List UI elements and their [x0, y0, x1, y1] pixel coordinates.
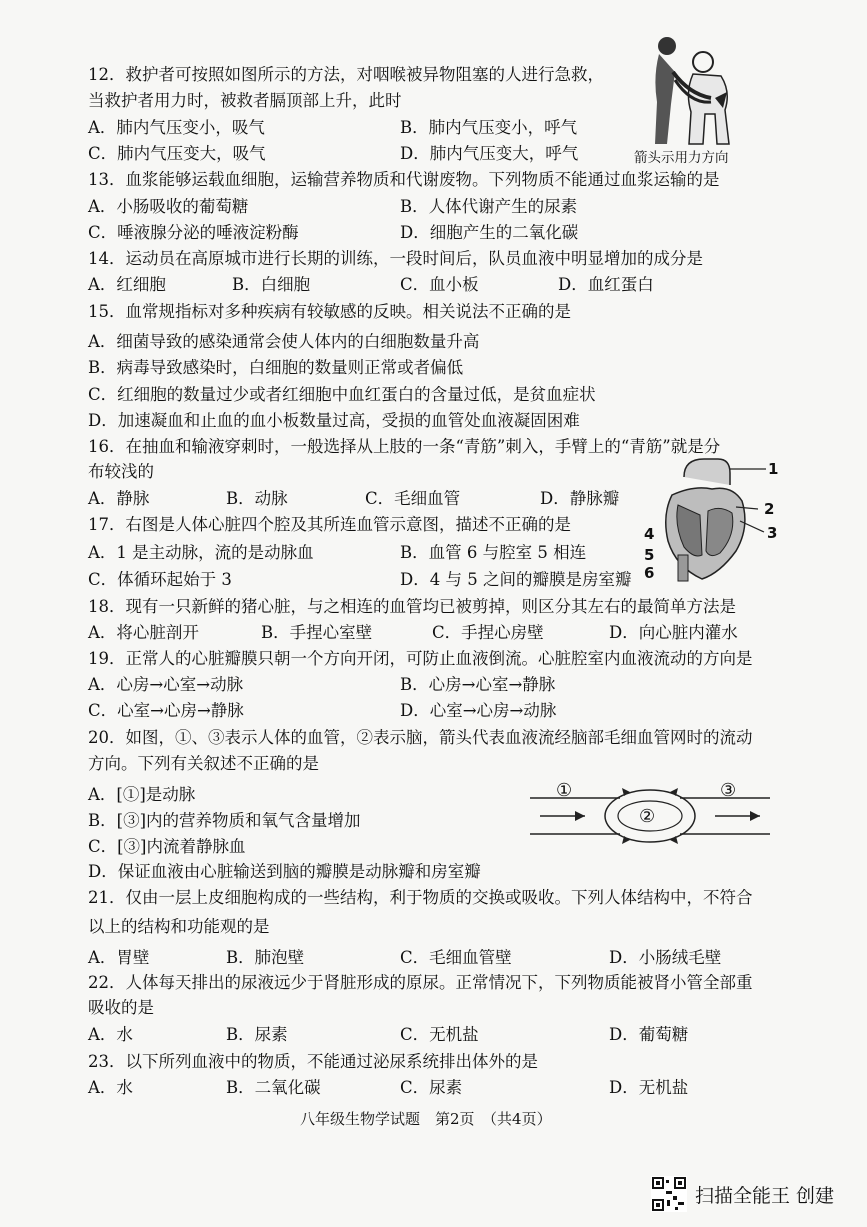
- q12-stem-line1: 12．救护者可按照如图所示的方法，对咽喉被异物阻塞的人进行急救，: [88, 65, 604, 84]
- heart-label-3: 3: [767, 524, 778, 542]
- q20-option-b: B．[③]内的营养物质和氧气含量增加: [88, 811, 361, 830]
- q23-option-c: C．尿素: [400, 1078, 463, 1097]
- q15-option-b: B．病毒导致感染时，白细胞的数量则正常或者偏低: [88, 358, 464, 377]
- heart-label-4: 4: [644, 525, 655, 543]
- q18-option-d: D．向心脏内灌水: [609, 623, 738, 642]
- q14-stem: 14．运动员在高原城市进行长期的训练，一段时间后，队员血液中明显增加的成分是: [88, 249, 703, 268]
- q19-option-a: A．心房→心室→动脉: [88, 675, 244, 694]
- q20-option-a: A．[①]是动脉: [88, 785, 196, 804]
- q21-option-d: D．小肠绒毛壁: [609, 948, 722, 967]
- q19-option-c: C．心室→心房→静脉: [88, 701, 244, 720]
- q21-option-c: C．毛细血管壁: [400, 948, 512, 967]
- q12-option-a: A．肺内气压变小，吸气: [88, 118, 265, 137]
- q17-stem: 17．右图是人体心脏四个腔及其所连血管示意图，描述不正确的是: [88, 515, 571, 534]
- page-footer: 八年级生物学试题 第2页 （共4页）: [300, 1110, 552, 1128]
- q20-stem-line1: 20．如图，①、③表示人体的血管，②表示脑，箭头代表血液流经脑部毛细血管网时的流动: [88, 728, 753, 747]
- q20-option-c: C．[③]内流着静脉血: [88, 837, 246, 856]
- q22-option-c: C．无机盐: [400, 1025, 479, 1044]
- heimlich-illustration: [645, 32, 745, 146]
- q19-option-d: D．心室→心房→动脉: [400, 701, 557, 720]
- scanner-watermark: [651, 1176, 834, 1212]
- q22-option-b: B．尿素: [226, 1025, 288, 1044]
- q17-option-b: B．血管 6 与腔室 5 相连: [400, 543, 587, 562]
- q15-option-a: A．细菌导致的感染通常会使人体内的白细胞数量升高: [88, 332, 480, 351]
- q13-option-c: C．唾液腺分泌的唾液淀粉酶: [88, 223, 299, 242]
- brain-label-2: ②: [639, 806, 656, 827]
- q16-option-d: D．静脉瓣: [540, 489, 620, 508]
- q18-stem: 18．现有一只新鲜的猪心脏，与之相连的血管均已被剪掉，则区分其左右的最简单方法是: [88, 597, 736, 616]
- q12-option-c: C．肺内气压变大，吸气: [88, 144, 266, 163]
- q12-option-d: D．肺内气压变大，呼气: [400, 144, 579, 163]
- q22-stem-line1: 22．人体每天排出的尿液远少于肾脏形成的原尿。正常情况下，下列物质能被肾小管全部重: [88, 973, 753, 992]
- heart-label-1: 1: [768, 460, 779, 478]
- q21-stem-line1: 21．仅由一层上皮细胞构成的一些结构，利于物质的交换或吸收。下列人体结构中，不符合: [88, 888, 753, 907]
- q17-option-a: A．1 是主动脉，流的是动脉血: [88, 543, 314, 562]
- q17-option-c: C．体循环起始于 3: [88, 570, 232, 589]
- q13-option-b: B．人体代谢产生的尿素: [400, 197, 578, 216]
- vessel-label-1: ①: [556, 780, 573, 801]
- q13-option-d: D．细胞产生的二氧化碳: [400, 223, 579, 242]
- q16-option-b: B．动脉: [226, 489, 288, 508]
- q23-option-d: D．无机盐: [609, 1078, 689, 1097]
- q16-stem-line1: 16．在抽血和输液穿刺时，一般选择从上肢的一条“青筋”刺入，手臂上的“青筋”就是分: [88, 437, 721, 456]
- q12-stem-line2: 当救护者用力时，被救者膈顶部上升，此时: [88, 91, 402, 110]
- q18-option-b: B．手捏心室壁: [261, 623, 373, 642]
- qr-code-icon: [651, 1176, 687, 1212]
- q19-option-b: B．心房→心室→静脉: [400, 675, 556, 694]
- q21-option-b: B．肺泡壁: [226, 948, 305, 967]
- q22-option-a: A．水: [88, 1025, 133, 1044]
- vessel-label-3: ③: [720, 780, 737, 801]
- q18-option-c: C．手捏心房壁: [432, 623, 544, 642]
- q14-option-c: C．血小板: [400, 275, 479, 294]
- q15-option-c: C．红细胞的数量过少或者红细胞中血红蛋白的含量过低，是贫血症状: [88, 385, 596, 404]
- q16-option-c: C．毛细血管: [365, 489, 461, 508]
- q23-option-b: B．二氧化碳: [226, 1078, 321, 1097]
- q14-option-b: B．白细胞: [232, 275, 311, 294]
- q21-option-a: A．胃壁: [88, 948, 150, 967]
- q19-stem: 19．正常人的心脏瓣膜只朝一个方向开闭，可防止血液倒流。心脏腔室内血液流动的方向是: [88, 649, 753, 668]
- q14-option-a: A．红细胞: [88, 275, 166, 294]
- heart-diagram: [654, 455, 769, 585]
- heart-label-2: 2: [764, 500, 775, 518]
- q16-option-a: A．静脉: [88, 489, 150, 508]
- q12-option-b: B．肺内气压变小，呼气: [400, 118, 578, 137]
- scanner-text: 扫描全能王 创建: [695, 1184, 835, 1207]
- q21-stem-line2: 以上的结构和功能观的是: [88, 917, 270, 936]
- q15-option-d: D．加速凝血和止血的血小板数量过高，受损的血管处血液凝固困难: [88, 411, 580, 430]
- q14-option-d: D．血红蛋白: [558, 275, 654, 294]
- heart-label-5: 5: [644, 546, 655, 564]
- q18-option-a: A．将心脏剖开: [88, 623, 199, 642]
- q16-stem-line2: 布较浅的: [88, 462, 154, 481]
- q13-stem: 13．血浆能够运载血细胞，运输营养物质和代谢废物。下列物质不能通过血浆运输的是: [88, 170, 720, 189]
- q22-option-d: D．葡萄糖: [609, 1025, 689, 1044]
- q17-option-d: D．4 与 5 之间的瓣膜是房室瓣: [400, 570, 632, 589]
- q20-option-d: D．保证血液由心脏输送到脑的瓣膜是动脉瓣和房室瓣: [88, 862, 481, 881]
- q15-stem: 15．血常规指标对多种疾病有较敏感的反映。相关说法不正确的是: [88, 302, 571, 321]
- q23-option-a: A．水: [88, 1078, 133, 1097]
- q22-stem-line2: 吸收的是: [88, 998, 154, 1017]
- q20-stem-line2: 方向。下列有关叙述不正确的是: [88, 754, 319, 773]
- q13-option-a: A．小肠吸收的葡萄糖: [88, 197, 249, 216]
- heimlich-caption: 箭头示用力方向: [634, 150, 729, 166]
- q23-stem: 23．以下所列血液中的物质，不能通过泌尿系统排出体外的是: [88, 1052, 538, 1071]
- heart-label-6: 6: [644, 564, 655, 582]
